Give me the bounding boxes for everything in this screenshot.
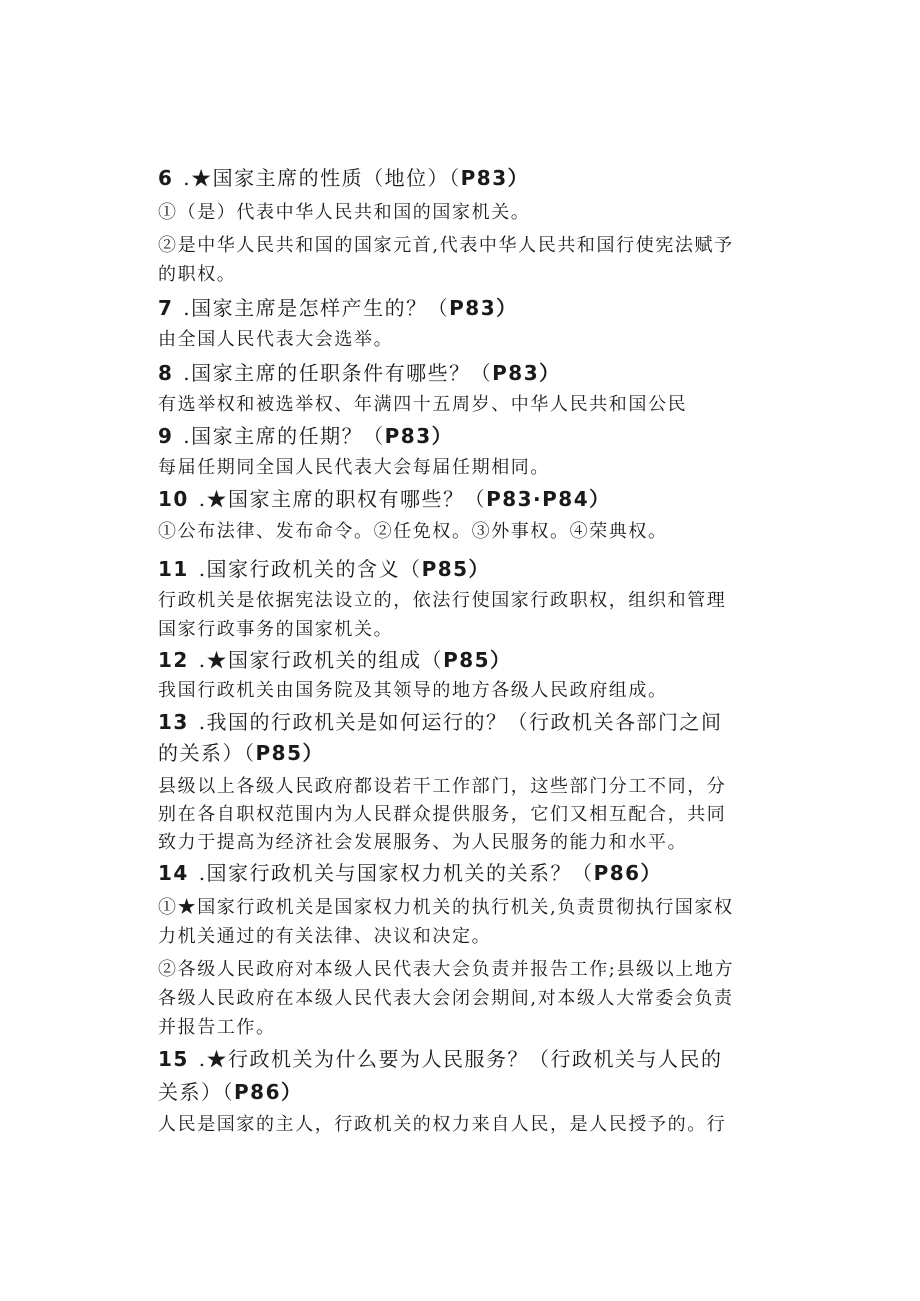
question-15-heading [158, 1047, 723, 1071]
page-reference: P83） [492, 361, 561, 385]
question-text: 关系）（ [158, 1080, 234, 1104]
question-text: .国家行政机关与国家权力机关的关系？（ [190, 861, 594, 885]
answer-line: 别在各自职权范围内为人民群众提供服务，它们又相互配合，共同 [158, 804, 727, 825]
question-text: .国家主席的任职条件有哪些？（ [175, 361, 493, 385]
question-15-heading-cont [158, 1080, 303, 1104]
question-number: 11 [158, 557, 189, 581]
answer-line: 各级人民政府在本级人民代表大会闭会期间,对本级人大常委会负责 [158, 988, 734, 1009]
answer-line: 行政机关是依据宪法设立的，依法行使国家行政职权，组织和管理 [158, 590, 727, 611]
page-reference: P85） [421, 557, 491, 581]
page-reference: P83） [449, 296, 518, 320]
question-14-heading [158, 861, 662, 885]
question-number: 7 [158, 296, 174, 320]
answer-line: 每届任期同全国人民代表大会每届任期相同。 [158, 457, 550, 478]
answer-line: 有选举权和被选举权、年满四十五周岁、中华人民共和国公民 [158, 394, 688, 415]
answer-line: 国家行政事务的国家机关。 [158, 619, 394, 640]
question-text: .★行政机关为什么要为人民服务？（行政机关与人民的 [190, 1047, 723, 1071]
answer-line: 由全国人民代表大会选举。 [158, 329, 394, 350]
question-number: 8 [158, 361, 174, 385]
answer-line: 力机关通过的有关法律、决议和决定。 [158, 926, 492, 947]
question-number: 15 [158, 1047, 189, 1071]
answer-line: 县级以上各级人民政府都设若干工作部门，这些部门分工不同，分 [158, 776, 727, 797]
question-text: .★国家主席的性质（地位）（ [175, 166, 461, 190]
question-number: 6 [158, 166, 174, 190]
question-13-heading [158, 710, 723, 734]
question-10-heading [158, 487, 611, 511]
question-text: .国家主席是怎样产生的？（ [175, 296, 450, 320]
answer-line: 并报告工作。 [158, 1017, 276, 1038]
question-text: 的关系）（ [158, 741, 256, 765]
page-reference: P83·P84） [486, 487, 611, 511]
question-text: .我国的行政机关是如何运行的？（行政机关各部门之间 [190, 710, 723, 734]
answer-line: 的职权。 [158, 264, 237, 285]
answer-line: ①（是）代表中华人民共和国的国家机关。 [158, 202, 531, 223]
page-reference: P83） [384, 424, 454, 448]
page-reference: P86） [593, 861, 663, 885]
question-7-heading [158, 296, 518, 320]
question-number: 14 [158, 861, 189, 885]
question-13-heading-cont [158, 741, 324, 765]
answer-line: 我国行政机关由国务院及其领导的地方各级人民政府组成。 [158, 680, 668, 701]
question-number: 9 [158, 424, 174, 448]
answer-line: ②各级人民政府对本级人民代表大会负责并报告工作;县级以上地方 [158, 959, 735, 980]
question-text: .国家行政机关的含义（ [190, 557, 422, 581]
answer-line: ①★国家行政机关是国家权力机关的执行机关,负责贯彻执行国家权 [158, 897, 734, 918]
answer-line: ②是中华人民共和国的国家元首,代表中华人民共和国行使宪法赋予 [158, 235, 734, 256]
question-number: 13 [158, 710, 189, 734]
answer-line: 人民是国家的主人，行政机关的权力来自人民，是人民授予的。行 [158, 1114, 727, 1135]
page-reference: P85） [255, 741, 324, 765]
question-6-heading [158, 166, 529, 190]
question-number: 12 [158, 648, 189, 672]
question-12-heading [158, 648, 512, 672]
page-reference: P83） [460, 166, 530, 190]
question-text: .★国家主席的职权有哪些？（ [190, 487, 487, 511]
question-9-heading [158, 424, 453, 448]
question-11-heading [158, 557, 490, 581]
answer-line: 致力于提高为经济社会发展服务、为人民服务的能力和水平。 [158, 832, 688, 853]
question-text: .★国家行政机关的组成（ [190, 648, 444, 672]
question-number: 10 [158, 487, 189, 511]
question-text: .国家主席的任期？（ [175, 424, 385, 448]
page-reference: P85） [443, 648, 512, 672]
page-reference: P86） [234, 1080, 303, 1104]
answer-line: ①公布法律、发布命令。②任免权。③外事权。④荣典权。 [158, 521, 668, 542]
question-8-heading [158, 361, 561, 385]
